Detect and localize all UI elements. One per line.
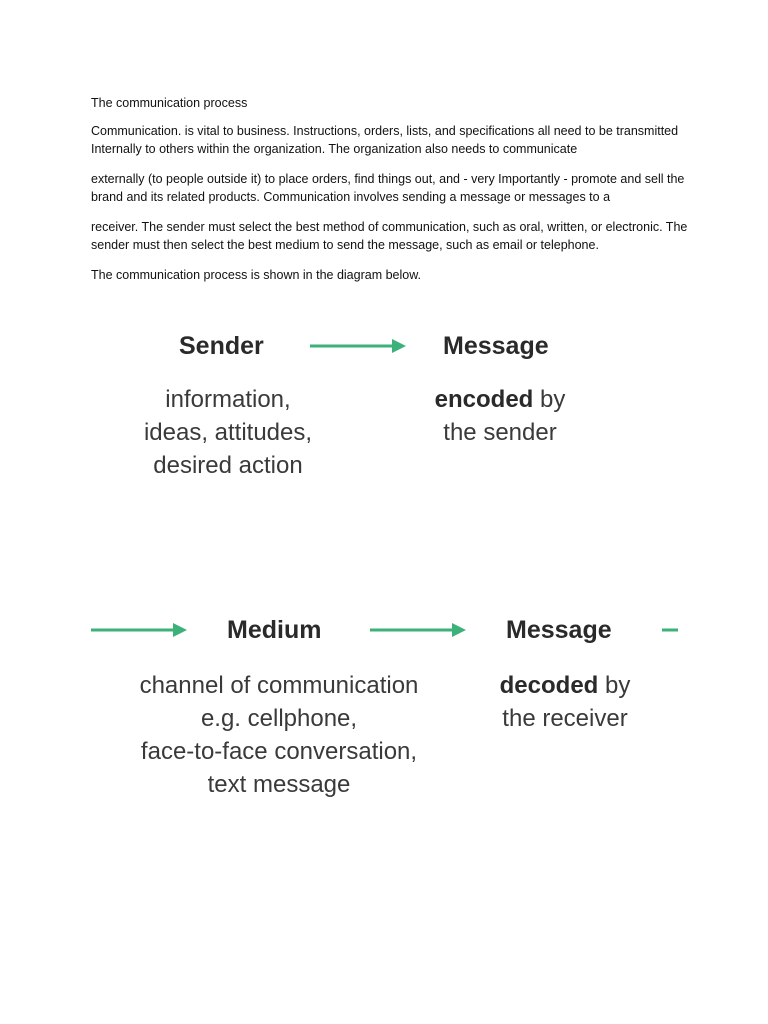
message-title: Message: [506, 616, 612, 644]
message-decoded-description: decoded by the receiver: [499, 672, 631, 732]
arrow-right-icon: [91, 620, 187, 640]
arrow-right-icon: [310, 336, 406, 356]
paragraph: receiver. The sender must select the best method of communication, such as oral, written, or electronic. The sender must then select the best medium to send the message, such as email or telephone.: [91, 220, 688, 252]
paragraph: Communication. is vital to business. Instructions, orders, lists, and specifications all need to be transmitted Internally to others within the organization. The organization also needs to communicate: [91, 124, 679, 156]
medium-description: channel of communication e.g. cellphone, face-to-face conversation, text message: [139, 672, 419, 798]
message-title: Message: [443, 332, 549, 360]
sender-title: Sender: [179, 332, 264, 360]
message-encoded-description: encoded by the sender: [434, 386, 566, 446]
arrow-continuation-icon: [662, 620, 680, 640]
arrow-right-icon: [370, 620, 466, 640]
document-title: The communication process: [91, 96, 248, 110]
sender-description: information, ideas, attitudes, desired action: [143, 386, 313, 479]
paragraph: The communication process is shown in the diagram below.: [91, 268, 422, 282]
paragraph: externally (to people outside it) to place orders, find things out, and - very Importantly - promote and sell the brand and its related products. Communication involves sending a message or messages to a: [91, 172, 685, 204]
medium-title: Medium: [227, 616, 322, 644]
